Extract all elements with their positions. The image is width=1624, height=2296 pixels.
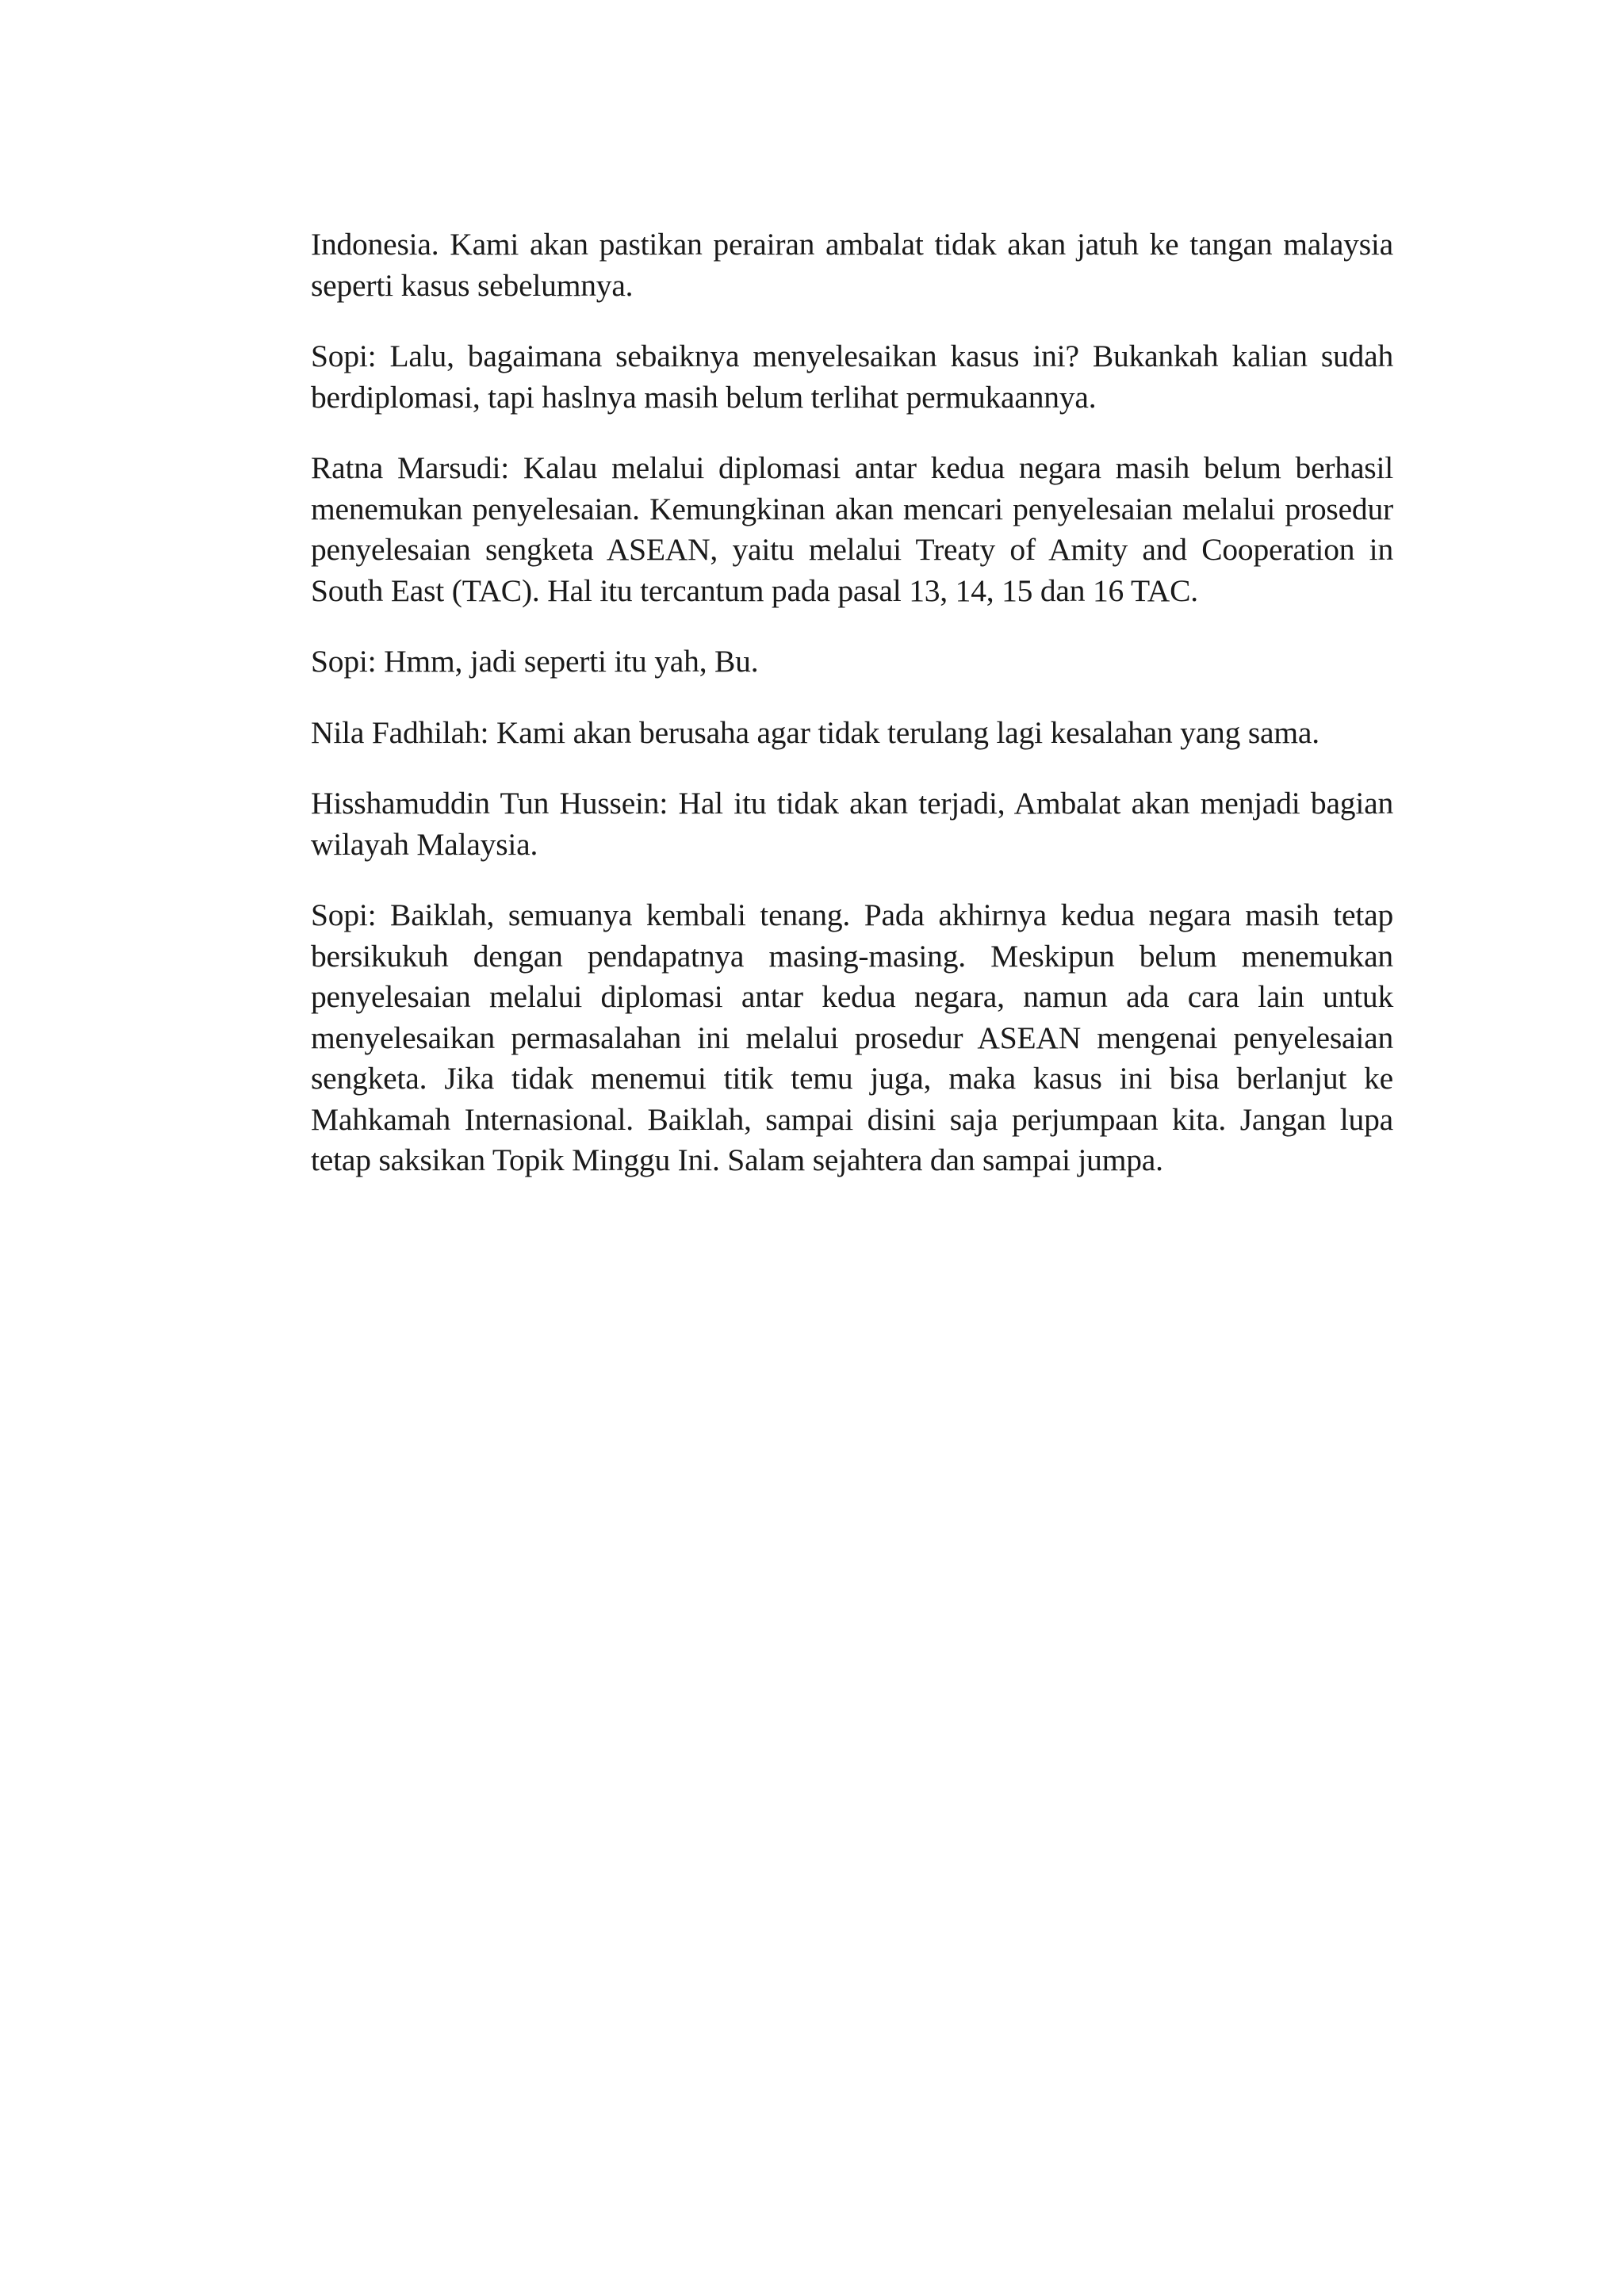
paragraph-hisshamuddin: Hisshamuddin Tun Hussein: Hal itu tidak akan terjadi, Ambalat akan menjadi bagian wilayah Malaysia.	[311, 786, 1393, 862]
paragraph-nila-fadhilah: Nila Fadhilah: Kami akan berusaha agar tidak terulang lagi kesalahan yang sama.	[311, 714, 1320, 750]
paragraph-sopi-reply: Sopi: Hmm, jadi seperti itu yah, Bu.	[311, 644, 759, 679]
paragraph-sopi-closing: Sopi: Baiklah, semuanya kembali tenang. Pada akhirnya kedua negara masih tetap bersikukuh dengan pendapatnya masing-masing. Meskipun belum menemukan penyelesaian melalui diplomasi antar kedua negara, namun ada cara lain untuk menyelesaikan permasalahan ini melalui prosedur ASEAN mengenai penyelesaian sengketa. Jika tidak menemui titik temu juga, maka kasus ini bisa berlanjut ke Mahkamah Internasional. Baiklah, sampai disini saja perjumpaan kita. Jangan lupa tetap saksikan Topik Minggu Ini. Salam sejahtera dan sampai jumpa.	[311, 897, 1393, 1177]
paragraph-ratna-marsudi: Ratna Marsudi: Kalau melalui diplomasi antar kedua negara masih belum berhasil menemukan penyelesaian. Kemungkinan akan mencari penyelesaian melalui prosedur penyelesaian sengketa ASEAN, yaitu melalui Treaty of Amity and Cooperation in South East (TAC). Hal itu tercantum pada pasal 13, 14, 15 dan 16 TAC.	[311, 450, 1393, 608]
paragraph-sopi-question: Sopi: Lalu, bagaimana sebaiknya menyelesaikan kasus ini? Bukankah kalian sudah berdiplomasi, tapi haslnya masih belum terlihat permukaannya.	[311, 339, 1393, 415]
paragraph-indonesia-statement: Indonesia. Kami akan pastikan perairan ambalat tidak akan jatuh ke tangan malaysia seperti kasus sebelumnya.	[311, 227, 1393, 303]
page-body	[311, 224, 1393, 1211]
